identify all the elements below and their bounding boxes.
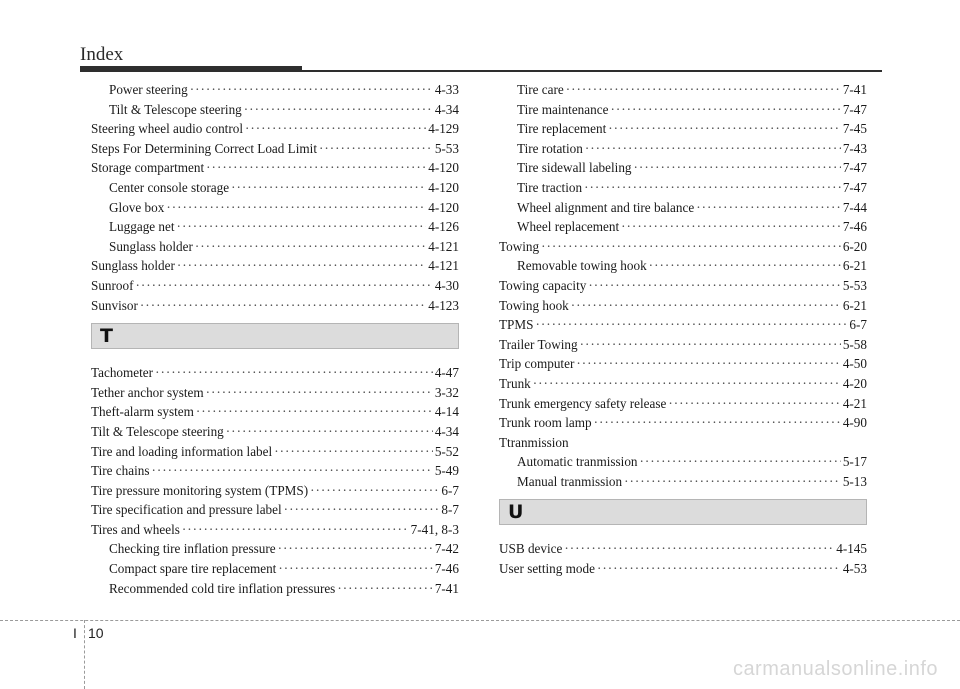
index-entry: [91, 80, 459, 100]
index-entry: [91, 383, 459, 403]
entry-page: 5-52: [434, 443, 459, 459]
index-entry: [499, 119, 867, 139]
entry-page: 4-34: [434, 101, 459, 117]
leader-dots: [196, 402, 433, 422]
leader-dots: [177, 256, 426, 276]
index-entry: [499, 100, 867, 120]
entry-label: Sunvisor: [91, 297, 138, 313]
leader-dots: [140, 296, 426, 316]
entry-label: Trailer Towing: [499, 336, 578, 352]
entry-label: Theft-alarm system: [91, 404, 194, 420]
entry-page: 4-34: [434, 423, 459, 439]
entry-page: 7-44: [842, 199, 867, 215]
entry-page: 5-58: [842, 336, 867, 352]
index-entry: [499, 315, 867, 335]
index-entry: [91, 119, 459, 139]
entry-label: Storage compartment: [91, 160, 205, 176]
leader-dots: [597, 559, 841, 579]
entry-label: Tire care: [517, 82, 564, 97]
entry-page: 4-30: [434, 277, 459, 293]
entry-page: 5-49: [434, 463, 459, 479]
entry-page: 7-41, 8-3: [410, 521, 459, 537]
index-entry: [499, 374, 867, 394]
left-entries-top: [91, 80, 459, 315]
entry-page: 7-47: [842, 160, 867, 176]
entry-page: 4-14: [434, 404, 459, 420]
entry-label: Tire rotation: [517, 140, 583, 156]
index-column-left: [91, 80, 459, 598]
entry-label: Center console storage: [109, 179, 230, 195]
page-number: 10: [88, 625, 104, 641]
entry-label: Power steering: [109, 82, 188, 97]
entry-label: Trunk emergency safety release: [499, 395, 667, 411]
index-entry: [499, 276, 867, 296]
letter-bar-u: [499, 499, 867, 525]
index-entry: [499, 539, 867, 559]
leader-dots: [584, 178, 841, 198]
entry-page: 7-41: [434, 580, 459, 596]
index-entry: [91, 500, 459, 520]
leader-dots: [231, 178, 426, 198]
leader-dots: [195, 237, 426, 257]
entry-label: Tire chains: [91, 463, 150, 479]
entry-page: 4-53: [842, 561, 867, 577]
entry-page: 4-120: [428, 160, 459, 176]
entry-page: 4-20: [842, 375, 867, 391]
index-entry: [91, 579, 459, 599]
entry-page: 5-17: [842, 454, 867, 470]
header-rule-thick: [80, 66, 302, 72]
entry-page: 5-53: [434, 140, 459, 156]
entry-label: Towing hook: [499, 297, 569, 313]
entry-label: Trip computer: [499, 356, 575, 372]
index-entry: [499, 472, 867, 492]
entry-page: 4-123: [428, 297, 459, 313]
leader-dots: [634, 158, 841, 178]
index-entry: [499, 433, 867, 453]
entry-label: Tires and wheels: [91, 521, 180, 537]
entry-page: 7-46: [434, 561, 459, 577]
entry-label: Tether anchor system: [91, 384, 204, 400]
index-entry: [499, 217, 867, 237]
entry-label: Ttranmission: [499, 434, 569, 450]
leader-dots: [640, 452, 841, 472]
entry-page: 4-21: [842, 395, 867, 411]
leader-dots: [535, 315, 847, 335]
leader-dots: [278, 559, 432, 579]
entry-page: 4-145: [836, 541, 867, 557]
leader-dots: [278, 539, 433, 559]
entry-label: Tire maintenance: [517, 101, 609, 117]
entry-label: Steering wheel audio control: [91, 121, 243, 137]
entry-page: 3-32: [434, 384, 459, 400]
index-entry: [91, 296, 459, 316]
entry-label: Sunglass holder: [91, 258, 175, 274]
leader-dots: [244, 100, 433, 120]
index-entry: [499, 296, 867, 316]
entry-label: Compact spare tire replacement: [109, 561, 277, 577]
entry-label: Trunk: [499, 375, 531, 391]
entry-page: 6-7: [441, 482, 459, 498]
index-entry: [91, 402, 459, 422]
index-entry: [91, 237, 459, 257]
entry-label: Removable towing hook: [517, 258, 647, 274]
index-entry: [499, 237, 867, 257]
entry-page: 4-33: [434, 82, 459, 97]
leader-dots: [177, 217, 427, 237]
index-entry: [91, 276, 459, 296]
entry-page: 7-45: [842, 121, 867, 137]
entry-page: 7-46: [842, 219, 867, 235]
entry-label: USB device: [499, 541, 563, 557]
leader-dots: [571, 296, 841, 316]
leader-dots: [245, 119, 426, 139]
index-entry: [91, 198, 459, 218]
header-rule-thin: [302, 70, 882, 72]
leader-dots: [566, 80, 841, 100]
entry-label: Tire replacement: [517, 121, 607, 137]
leader-dots: [206, 158, 426, 178]
entry-label: Tilt & Telescope steering: [91, 423, 224, 439]
entry-page: 4-121: [428, 258, 459, 274]
entry-label: Tachometer: [91, 365, 154, 381]
entry-page: 6-21: [842, 297, 867, 313]
leader-dots: [585, 139, 841, 159]
index-entry: [499, 158, 867, 178]
footer-rule: [0, 620, 960, 621]
right-entries-u: [499, 539, 867, 578]
letter-heading: T: [100, 325, 113, 348]
entry-label: Sunroof: [91, 277, 134, 293]
entry-label: Tire traction: [517, 179, 583, 195]
letter-heading: U: [508, 501, 524, 524]
leader-dots: [226, 422, 433, 442]
leader-dots: [588, 276, 840, 296]
leader-dots: [206, 383, 433, 403]
entry-page: 4-50: [842, 356, 867, 372]
index-entry: [91, 481, 459, 501]
entry-label: Tilt & Telescope steering: [109, 101, 242, 117]
leader-dots: [533, 374, 841, 394]
entry-label: User setting mode: [499, 561, 595, 577]
index-entry: [499, 394, 867, 414]
entry-page: 4-120: [428, 199, 459, 215]
index-entry: [91, 461, 459, 481]
index-entry: [499, 198, 867, 218]
index-entry: [91, 559, 459, 579]
leader-dots: [580, 335, 841, 355]
leader-dots: [136, 276, 433, 296]
entry-label: Towing capacity: [499, 277, 587, 293]
entry-label: TPMS: [499, 317, 534, 333]
index-entry: [91, 217, 459, 237]
leader-dots: [610, 100, 840, 120]
entry-label: Tire pressure monitoring system (TPMS): [91, 482, 309, 498]
leader-dots: [182, 520, 409, 540]
entry-label: Manual tranmission: [517, 473, 623, 489]
index-entry: [91, 256, 459, 276]
leader-dots: [155, 363, 433, 383]
index-entry: [91, 422, 459, 442]
entry-page: 7-42: [434, 541, 459, 557]
leader-dots: [319, 139, 433, 159]
entry-page: 7-43: [842, 140, 867, 156]
entry-label: Automatic tranmission: [517, 454, 638, 470]
entry-page: 4-126: [428, 219, 459, 235]
index-entry: [91, 178, 459, 198]
section-letter: I: [73, 625, 77, 641]
index-entry: [91, 539, 459, 559]
leader-dots: [310, 481, 439, 501]
leader-dots: [166, 198, 426, 218]
entry-label: Glove box: [109, 199, 165, 215]
index-entry: [499, 139, 867, 159]
left-entries-t: [91, 363, 459, 598]
leader-dots: [190, 80, 433, 100]
entry-label: Sunglass holder: [109, 238, 193, 254]
index-entry: [91, 363, 459, 383]
leader-dots: [594, 413, 841, 433]
index-entry: [91, 139, 459, 159]
index-entry: [499, 452, 867, 472]
entry-label: Luggage net: [109, 219, 175, 235]
right-entries-top: [499, 80, 867, 491]
index-entry: [499, 178, 867, 198]
leader-dots: [624, 472, 841, 492]
entry-label: Trunk room lamp: [499, 415, 592, 431]
entry-page: 6-7: [849, 317, 867, 333]
entry-page: 4-121: [428, 238, 459, 254]
leader-dots: [152, 461, 433, 481]
watermark: carmanualsonline.info: [732, 658, 938, 680]
entry-page: 4-120: [428, 179, 459, 195]
entry-page: 6-20: [842, 238, 867, 254]
leader-dots: [284, 500, 440, 520]
index-entry: [499, 559, 867, 579]
entry-label: Tire and loading information label: [91, 443, 273, 459]
leader-dots: [274, 442, 433, 462]
entry-page: 8-7: [441, 502, 459, 518]
entry-label: Steps For Determining Correct Load Limit: [91, 140, 317, 156]
index-entry: [91, 442, 459, 462]
entry-page: 4-129: [428, 121, 459, 137]
index-entry: [499, 256, 867, 276]
entry-page: 7-47: [842, 179, 867, 195]
entry-label: Recommended cold tire inflation pressures: [109, 580, 336, 596]
leader-dots: [564, 539, 834, 559]
index-entry: [91, 520, 459, 540]
leader-dots: [608, 119, 841, 139]
leader-dots: [696, 198, 841, 218]
index-entry: [499, 80, 867, 100]
page-header: Index: [80, 44, 124, 65]
entry-label: Wheel alignment and tire balance: [517, 199, 695, 215]
entry-label: Checking tire inflation pressure: [109, 541, 276, 557]
leader-dots: [621, 217, 841, 237]
entry-page: 6-21: [842, 258, 867, 274]
entry-label: Tire sidewall labeling: [517, 160, 632, 176]
index-entry: [499, 335, 867, 355]
index-entry: [499, 354, 867, 374]
leader-dots: [668, 394, 840, 414]
entry-page: 5-13: [842, 473, 867, 489]
entry-page: 7-47: [842, 101, 867, 117]
index-entry: [91, 158, 459, 178]
index-column-right: [499, 80, 867, 579]
footer-divider: [84, 620, 85, 689]
entry-label: Towing: [499, 238, 540, 254]
leader-dots: [576, 354, 840, 374]
leader-dots: [541, 237, 841, 257]
entry-label: Tire specification and pressure label: [91, 502, 282, 518]
entry-page: 7-41: [842, 82, 867, 97]
index-entry: [91, 100, 459, 120]
leader-dots: [337, 579, 432, 599]
index-entry: [499, 413, 867, 433]
entry-page: 5-53: [842, 277, 867, 293]
entry-page: 4-90: [842, 415, 867, 431]
leader-dots: [649, 256, 841, 276]
entry-label: Wheel replacement: [517, 219, 620, 235]
entry-page: 4-47: [434, 365, 459, 381]
letter-bar-t: [91, 323, 459, 349]
